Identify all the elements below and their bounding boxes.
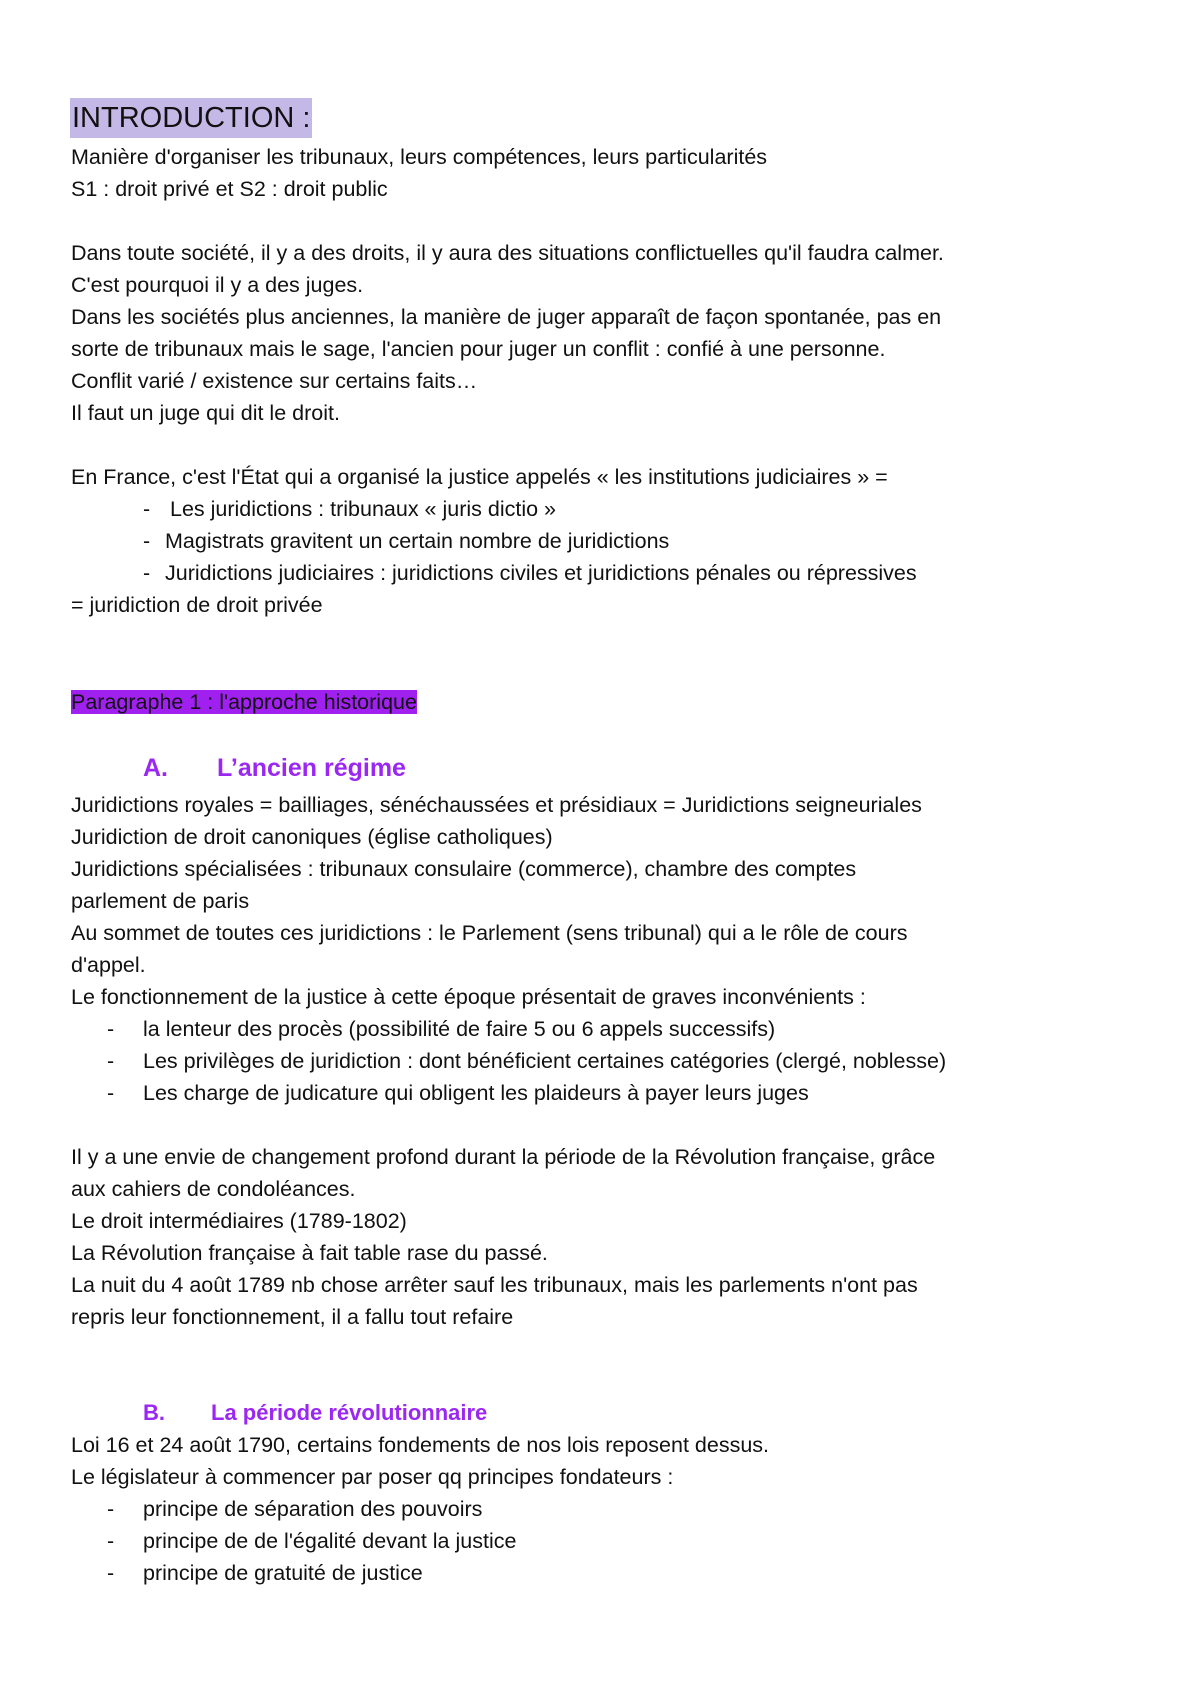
intro-line: En France, c'est l'État qui a organisé la justice appelés « les institutions judiciaires » = [71,465,888,489]
section-a-letter: A. [143,754,168,782]
section-a-after-line: aux cahiers de condoléances. [71,1177,356,1201]
intro-closing: = juridiction de droit privée [71,593,323,617]
intro-line: Dans toute société, il y a des droits, il y aura des situations conflictuelles qu'il faudra calmer. [71,241,944,265]
intro-line: C'est pourquoi il y a des juges. [71,273,364,297]
section-b-bullet [107,1525,516,1557]
section-a-line: Juridiction de droit canoniques (église catholiques) [71,825,553,849]
section-b-heading [143,1396,487,1430]
intro-line: Il faut un juge qui dit le droit. [71,401,340,425]
bullet-text: Les charge de judicature qui obligent les plaideurs à payer leurs juges [143,1081,809,1105]
intro-bullet [143,557,917,589]
section-a-bullet [107,1013,775,1045]
section-a-line: Juridictions royales = bailliages, sénéchaussées et présidiaux = Juridictions seigneuriales [71,793,922,817]
section-a-line: d'appel. [71,953,146,977]
section-a-line: parlement de paris [71,889,250,913]
intro-title: INTRODUCTION : [70,98,312,138]
section-a-line: Au sommet de toutes ces juridictions : le Parlement (sens tribunal) qui a le rôle de cours [71,921,908,945]
bullet-dash: - [107,1017,115,1041]
bullet-dash: - [107,1049,115,1073]
bullet-dash: - [107,1497,115,1521]
section-a-title: L’ancien régime [217,754,406,782]
bullet-text: Les privilèges de juridiction : dont bénéficient certaines catégories (clergé, noblesse) [143,1049,947,1073]
intro-line: Dans les sociétés plus anciennes, la manière de juger apparaît de façon spontanée, pas en [71,305,942,329]
intro-line: Manière d'organiser les tribunaux, leurs compétences, leurs particularités [71,145,768,169]
paragraph-1-highlight: Paragraphe 1 : l'approche historique [71,690,417,714]
bullet-dash: - [143,497,151,521]
bullet-dash: - [143,561,151,585]
section-a-after-line: Il y a une envie de changement profond durant la période de la Révolution française, grâce [71,1145,936,1169]
section-a-bullet [107,1077,809,1109]
bullet-text: Les juridictions : tribunaux « juris dictio » [170,497,556,521]
bullet-dash: - [143,529,151,553]
paragraph-1-title [71,686,417,718]
bullet-text: principe de de l'égalité devant la justice [143,1529,517,1553]
bullet-dash: - [107,1529,115,1553]
bullet-dash: - [107,1561,115,1585]
intro-line: Conflit varié / existence sur certains faits… [71,369,478,393]
intro-bullet [143,493,556,525]
bullet-text: Magistrats gravitent un certain nombre de juridictions [165,529,670,553]
bullet-text: la lenteur des procès (possibilité de faire 5 ou 6 appels successifs) [143,1017,776,1041]
section-a-after-line: Le droit intermédiaires (1789-1802) [71,1209,407,1233]
section-a-after-line: La nuit du 4 août 1789 nb chose arrêter sauf les tribunaux, mais les parlements n'ont pas [71,1273,918,1297]
intro-bullet [143,525,669,557]
bullet-text: principe de séparation des pouvoirs [143,1497,483,1521]
bullet-text: Juridictions judiciaires : juridictions civiles et juridictions pénales ou répressives [165,561,917,585]
section-a-bullet [107,1045,946,1077]
section-b-bullet [107,1557,423,1589]
bullet-dash: - [107,1081,115,1105]
section-a-after-line: repris leur fonctionnement, il a fallu tout refaire [71,1305,514,1329]
section-a-after-line: La Révolution française à fait table rase du passé. [71,1241,548,1265]
section-b-line: Le législateur à commencer par poser qq principes fondateurs : [71,1465,674,1489]
section-b-letter: B. [143,1400,165,1425]
section-a-line: Le fonctionnement de la justice à cette époque présentait de graves inconvénients : [71,985,866,1009]
section-b-title: La période révolutionnaire [211,1400,488,1425]
section-a-line: Juridictions spécialisées : tribunaux consulaire (commerce), chambre des comptes [71,857,857,881]
section-b-line: Loi 16 et 24 août 1790, certains fondements de nos lois reposent dessus. [71,1433,770,1457]
bullet-text: principe de gratuité de justice [143,1561,423,1585]
intro-line: sorte de tribunaux mais le sage, l'ancien pour juger un conflit : confié à une personne. [71,337,886,361]
section-a-heading [143,751,406,785]
section-b-bullet [107,1493,482,1525]
intro-line: S1 : droit privé et S2 : droit public [71,177,388,201]
